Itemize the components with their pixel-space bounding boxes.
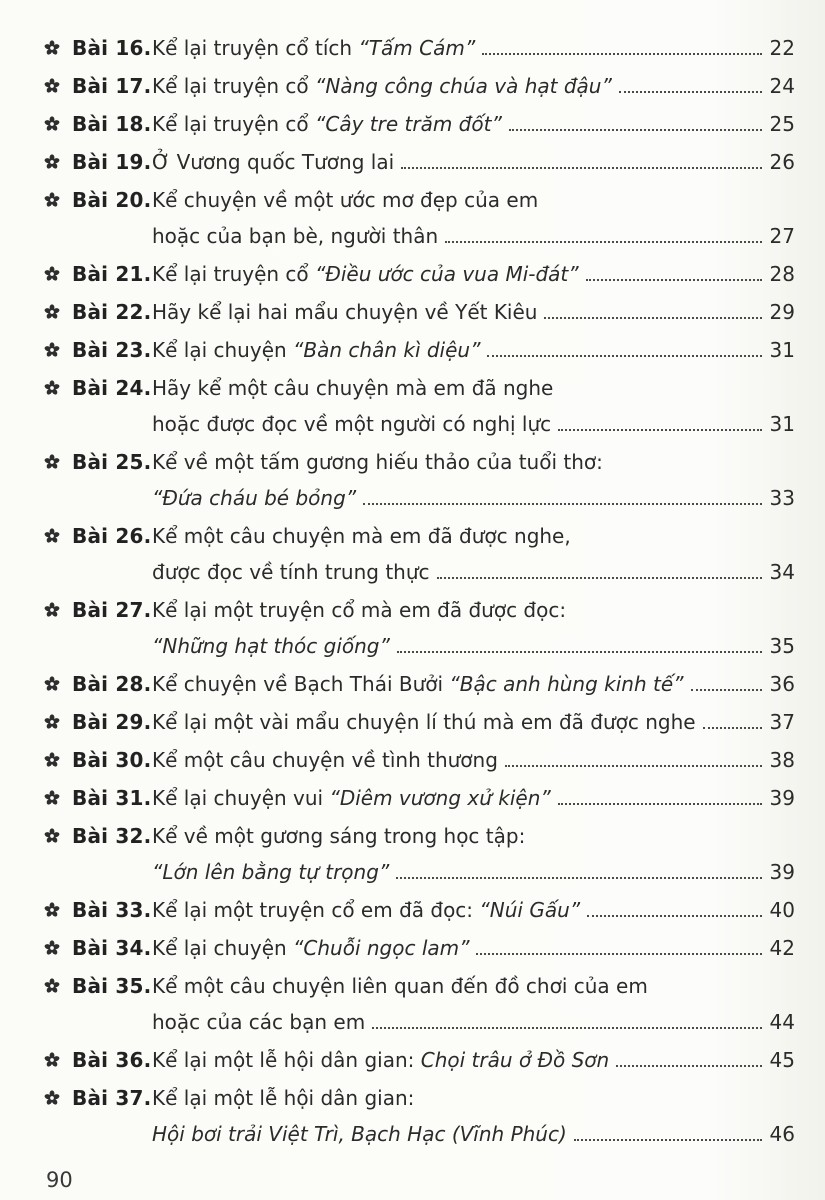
toc-entry (44, 30, 795, 66)
entry-page-number: 39 (769, 786, 795, 810)
lesson-label: Bài 16. (72, 36, 152, 60)
toc-line (44, 332, 795, 368)
toc-line (44, 968, 795, 1004)
toc-line (44, 554, 795, 590)
toc-line (44, 628, 795, 664)
dot-leader (476, 953, 762, 955)
flower-bullet-icon (44, 304, 72, 320)
lesson-label: Bài 37. (72, 1086, 152, 1110)
toc-entry (44, 144, 795, 180)
toc-line (44, 854, 795, 890)
toc-line (44, 294, 795, 330)
flower-bullet-icon (44, 266, 72, 282)
flower-bullet-icon (44, 676, 72, 692)
entry-title: được đọc về tính trung thực (152, 560, 430, 584)
entry-page-number: 45 (769, 1048, 795, 1072)
lesson-label: Bài 27. (72, 598, 152, 622)
lesson-label: Bài 35. (72, 974, 152, 998)
dot-leader (558, 803, 762, 805)
entry-title: Kể lại truyện cổ “Nàng công chúa và hạt đậu” (152, 74, 612, 98)
entry-title: “Đứa cháu bé bỏng” (152, 486, 357, 510)
dot-leader (616, 1065, 762, 1067)
flower-bullet-icon (44, 978, 72, 994)
toc-entry (44, 182, 795, 254)
entry-page-number: 46 (769, 1122, 795, 1146)
toc-line (44, 30, 795, 66)
lesson-label: Bài 23. (72, 338, 152, 362)
toc-entry (44, 704, 795, 740)
dot-leader (691, 689, 762, 691)
flower-bullet-icon (44, 602, 72, 618)
toc-line (44, 144, 795, 180)
entry-page-number: 40 (769, 898, 795, 922)
entry-title: Hãy kể lại hai mẩu chuyện về Yết Kiêu (152, 300, 538, 324)
dot-leader (586, 279, 762, 281)
entry-title: “Lớn lên bằng tự trọng” (152, 860, 390, 884)
toc-entry (44, 742, 795, 778)
lesson-label: Bài 20. (72, 188, 152, 212)
lesson-label: Bài 33. (72, 898, 152, 922)
entry-title: Hãy kể một câu chuyện mà em đã nghe (152, 376, 554, 400)
dot-leader (397, 651, 762, 653)
toc-entry (44, 106, 795, 142)
toc-line (44, 406, 795, 442)
entry-title: Kể lại truyện cổ tích “Tấm Cám” (152, 36, 476, 60)
lesson-label: Bài 34. (72, 936, 152, 960)
flower-bullet-icon (44, 78, 72, 94)
lesson-label: Bài 17. (72, 74, 152, 98)
dot-leader (437, 577, 762, 579)
dot-leader (544, 317, 762, 319)
entry-title: Kể một câu chuyện về tình thương (152, 748, 498, 772)
toc-entry (44, 592, 795, 664)
flower-bullet-icon (44, 902, 72, 918)
lesson-label: Bài 19. (72, 150, 152, 174)
lesson-label: Bài 29. (72, 710, 152, 734)
lesson-label: Bài 18. (72, 112, 152, 136)
entry-title: Hội bơi trải Việt Trì, Bạch Hạc (Vĩnh Phúc) (152, 1122, 567, 1146)
toc-line (44, 892, 795, 928)
lesson-label: Bài 32. (72, 824, 152, 848)
toc-line (44, 1004, 795, 1040)
toc-line (44, 444, 795, 480)
entry-title: Kể lại chuyện “Bàn chân kì diệu” (152, 338, 481, 362)
toc-line (44, 780, 795, 816)
dot-leader (372, 1027, 762, 1029)
flower-bullet-icon (44, 828, 72, 844)
entry-title: Kể về một gương sáng trong học tập: (152, 824, 526, 848)
entry-page-number: 29 (769, 300, 795, 324)
flower-bullet-icon (44, 1052, 72, 1068)
entry-title: Kể một câu chuyện mà em đã được nghe, (152, 524, 571, 548)
toc-line (44, 218, 795, 254)
toc-entry (44, 892, 795, 928)
entry-page-number: 42 (769, 936, 795, 960)
dot-leader (363, 503, 762, 505)
lesson-label: Bài 36. (72, 1048, 152, 1072)
dot-leader (396, 877, 762, 879)
dot-leader (587, 915, 762, 917)
entry-page-number: 27 (769, 224, 795, 248)
entry-page-number: 36 (769, 672, 795, 696)
entry-page-number: 31 (769, 338, 795, 362)
flower-bullet-icon (44, 192, 72, 208)
entry-title: Kể chuyện về một ước mơ đẹp của em (152, 188, 539, 212)
entry-title: “Những hạt thóc giống” (152, 634, 390, 658)
toc-line (44, 1042, 795, 1078)
toc-line (44, 182, 795, 218)
toc-line (44, 1116, 795, 1152)
lesson-label: Bài 21. (72, 262, 152, 286)
toc-entry (44, 256, 795, 292)
entry-title: hoặc của bạn bè, người thân (152, 224, 439, 248)
flower-bullet-icon (44, 752, 72, 768)
entry-page-number: 44 (769, 1010, 795, 1034)
lesson-label: Bài 31. (72, 786, 152, 810)
entry-title: Kể lại truyện cổ “Cây tre trăm đốt” (152, 112, 502, 136)
toc-line (44, 592, 795, 628)
dot-leader (619, 91, 762, 93)
toc-line (44, 68, 795, 104)
entry-title: Kể lại chuyện “Chuỗi ngọc lam” (152, 936, 470, 960)
toc-entry (44, 332, 795, 368)
dot-leader (445, 241, 762, 243)
entry-title: hoặc của các bạn em (152, 1010, 366, 1034)
dot-leader (558, 429, 762, 431)
entry-title: Ở Vương quốc Tương lai (152, 150, 395, 174)
toc-entry (44, 818, 795, 890)
flower-bullet-icon (44, 528, 72, 544)
entry-title: Kể lại một vài mẩu chuyện lí thú mà em đã được nghe (152, 710, 696, 734)
flower-bullet-icon (44, 380, 72, 396)
toc-entry (44, 370, 795, 442)
toc-entry (44, 968, 795, 1040)
entry-title: Kể về một tấm gương hiếu thảo của tuổi thơ: (152, 450, 603, 474)
toc-line (44, 704, 795, 740)
flower-bullet-icon (44, 40, 72, 56)
toc-entry (44, 780, 795, 816)
flower-bullet-icon (44, 154, 72, 170)
toc-entry (44, 294, 795, 330)
flower-bullet-icon (44, 940, 72, 956)
toc-line (44, 256, 795, 292)
toc-entry (44, 1042, 795, 1078)
dot-leader (509, 129, 762, 131)
entry-title: Kể lại một lễ hội dân gian: (152, 1086, 415, 1110)
lesson-label: Bài 25. (72, 450, 152, 474)
entry-title: Kể lại chuyện vui “Diêm vương xử kiện” (152, 786, 551, 810)
toc-entry (44, 666, 795, 702)
toc-line (44, 742, 795, 778)
flower-bullet-icon (44, 116, 72, 132)
dot-leader (401, 167, 762, 169)
toc-list (44, 30, 795, 1154)
flower-bullet-icon (44, 1090, 72, 1106)
toc-line (44, 818, 795, 854)
flower-bullet-icon (44, 714, 72, 730)
entry-title: Kể lại một lễ hội dân gian: Chọi trâu ở Đồ Sơn (152, 1048, 610, 1072)
entry-title: Kể chuyện về Bạch Thái Bưởi “Bậc anh hùng kinh tế” (152, 672, 684, 696)
lesson-label: Bài 24. (72, 376, 152, 400)
entry-page-number: 35 (769, 634, 795, 658)
entry-title: Kể một câu chuyện liên quan đến đồ chơi của em (152, 974, 648, 998)
flower-bullet-icon (44, 790, 72, 806)
toc-entry (44, 444, 795, 516)
toc-entry (44, 68, 795, 104)
entry-page-number: 39 (769, 860, 795, 884)
entry-page-number: 38 (769, 748, 795, 772)
toc-entry (44, 930, 795, 966)
dot-leader (505, 765, 762, 767)
toc-line (44, 370, 795, 406)
toc-entry (44, 518, 795, 590)
entry-title: Kể lại truyện cổ “Điều ước của vua Mi-đát” (152, 262, 579, 286)
entry-page-number: 25 (769, 112, 795, 136)
entry-page-number: 34 (769, 560, 795, 584)
toc-line (44, 480, 795, 516)
lesson-label: Bài 22. (72, 300, 152, 324)
entry-page-number: 26 (769, 150, 795, 174)
entry-title: Kể lại một truyện cổ em đã đọc: “Núi Gấu” (152, 898, 581, 922)
lesson-label: Bài 26. (72, 524, 152, 548)
dot-leader (574, 1139, 762, 1141)
entry-page-number: 22 (769, 36, 795, 60)
lesson-label: Bài 30. (72, 748, 152, 772)
dot-leader (482, 53, 762, 55)
entry-page-number: 28 (769, 262, 795, 286)
entry-title: hoặc được đọc về một người có nghị lực (152, 412, 552, 436)
dot-leader (703, 727, 762, 729)
entry-page-number: 31 (769, 412, 795, 436)
toc-line (44, 1080, 795, 1116)
toc-entry (44, 1080, 795, 1152)
entry-page-number: 24 (769, 74, 795, 98)
page-number: 90 (46, 1168, 73, 1192)
entry-page-number: 37 (769, 710, 795, 734)
flower-bullet-icon (44, 342, 72, 358)
entry-title: Kể lại một truyện cổ mà em đã được đọc: (152, 598, 567, 622)
lesson-label: Bài 28. (72, 672, 152, 696)
toc-line (44, 930, 795, 966)
toc-line (44, 666, 795, 702)
dot-leader (487, 355, 762, 357)
toc-line (44, 106, 795, 142)
entry-page-number: 33 (769, 486, 795, 510)
flower-bullet-icon (44, 454, 72, 470)
toc-line (44, 518, 795, 554)
